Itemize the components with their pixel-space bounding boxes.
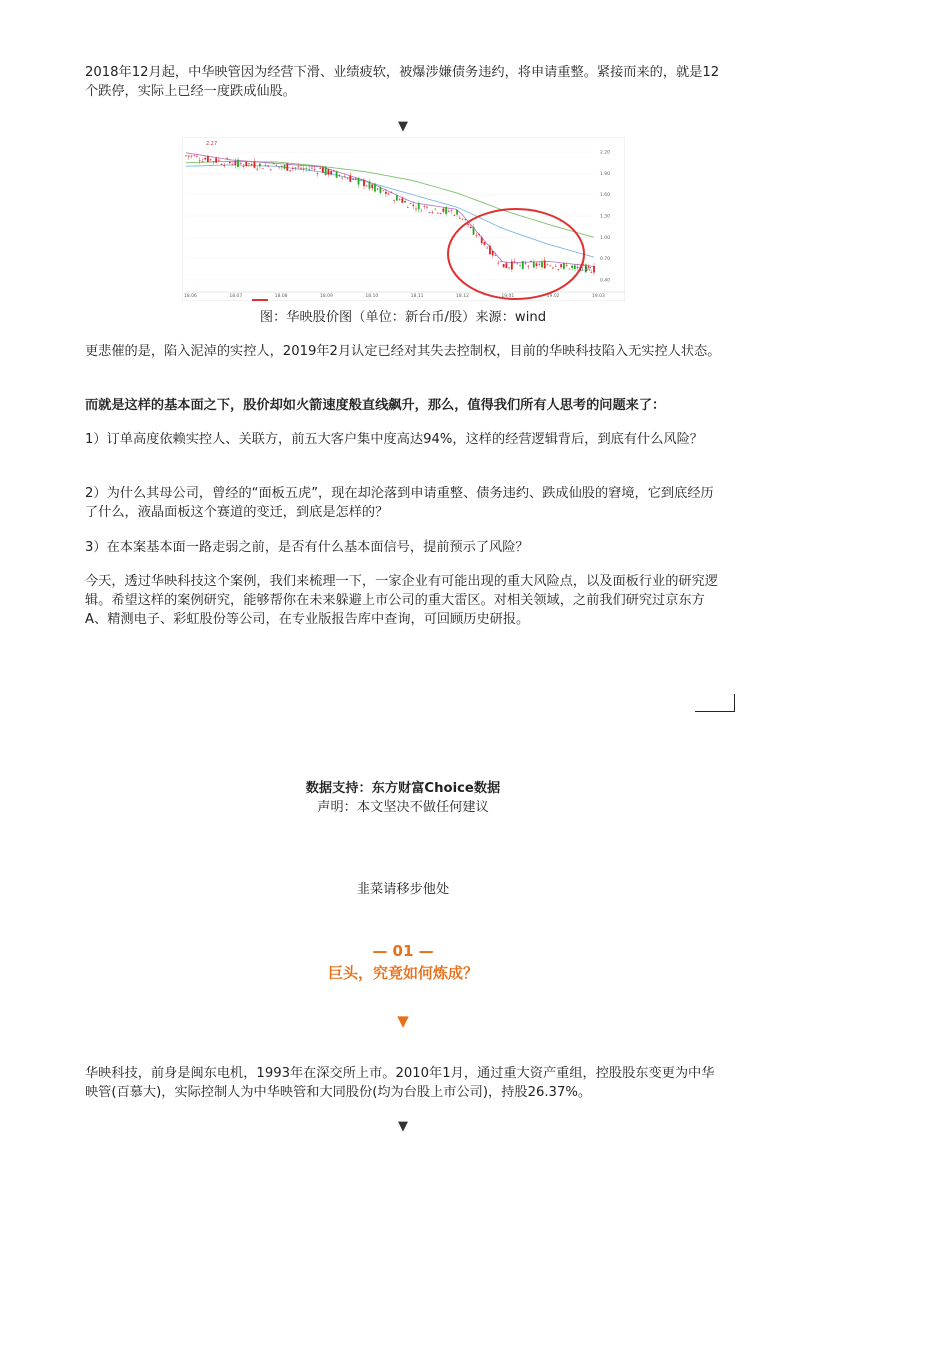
x-tick-label: 18.11 — [410, 294, 424, 299]
down-arrow-icon: ▼ — [398, 119, 408, 134]
candle-body — [385, 192, 387, 194]
candle-body — [188, 156, 190, 157]
candle-body — [429, 212, 431, 213]
x-tick-label: 18.12 — [456, 294, 469, 299]
x-tick-label: 18.09 — [320, 294, 333, 299]
summary-paragraph: 今天，透过华映科技这个案例，我们来梳理一下，一家企业有可能出现的重大风险点，以及面板行业的研究逻辑。希望这样的案例研究，能够帮你在未来躲避上市公司的重大雷区。对相关领域，之前我们研究过京东方A、精测电子、彩虹股份等公司，在专业版报告库中查询，可回顾历史研报。 — [85, 574, 718, 627]
candle-body — [308, 169, 310, 170]
corner-bracket-decoration — [695, 694, 735, 712]
candle-body — [500, 262, 502, 263]
candle-body — [207, 156, 209, 162]
candle-body — [306, 168, 308, 169]
candle-body — [265, 165, 267, 166]
candle-body — [390, 192, 392, 193]
candle-body — [215, 158, 217, 162]
x-tick-label: 18.06 — [184, 294, 197, 299]
candle-body — [341, 178, 343, 179]
candle-body — [349, 176, 351, 182]
candle-body — [366, 186, 368, 187]
candle-body — [380, 187, 382, 193]
candle-body — [281, 166, 283, 167]
candle-body — [525, 264, 527, 265]
peak-annotation: 2.27 — [206, 141, 218, 147]
low-annotation: 0.37 — [580, 267, 592, 273]
candle-body — [434, 209, 436, 210]
stock-price-chart — [182, 137, 625, 301]
candle-body — [262, 168, 264, 169]
candle-body — [475, 236, 477, 237]
candle-body — [360, 180, 362, 181]
y-tick-label: 0.70 — [600, 257, 611, 263]
leek-note: 韭菜请移步他处 — [356, 882, 450, 897]
candle-body — [519, 265, 521, 266]
section-title: 巨头，究竟如何炼成？ — [327, 964, 478, 982]
candle-body — [327, 169, 329, 174]
candle-body — [243, 166, 245, 167]
candle-body — [377, 188, 379, 189]
candle-body — [448, 211, 450, 212]
candle-body — [218, 160, 220, 161]
candle-body — [503, 264, 505, 268]
candle-body — [254, 161, 256, 167]
data-support-line: 数据支持：东方财富Choice数据 — [305, 781, 501, 796]
candle-body — [344, 177, 346, 178]
candle-body — [382, 191, 384, 192]
x-tick-label: 19.03 — [592, 294, 605, 299]
company-history-paragraph: 华映科技，前身是闽东电机，1993年在深交所上市。2010年1月，通过重大资产重组，控股股东变更为中华映管(百慕大)，实际控制人为中华映管和大同股份(均为台股上市公司)，持股26.37%。 — [85, 1066, 715, 1100]
candle-body — [445, 207, 447, 214]
candle-body — [481, 238, 483, 244]
candle-body — [204, 158, 206, 159]
candle-body — [295, 168, 297, 169]
y-tick-label: 1.00 — [600, 235, 611, 241]
candle-body — [191, 156, 193, 157]
candle-body — [563, 263, 565, 269]
candle-body — [495, 255, 497, 256]
candle-body — [533, 262, 535, 268]
candle-body — [297, 167, 299, 168]
candle-body — [199, 161, 201, 162]
candle-body — [404, 201, 406, 202]
candle-body — [289, 170, 291, 171]
candle-body — [577, 267, 579, 268]
candle-body — [300, 168, 302, 169]
orange-down-arrow-icon: ▼ — [397, 1012, 409, 1030]
question-3: 3）在本案基本面一路走弱之前，是否有什么基本面信号，提前预示了风险？ — [85, 540, 529, 555]
candle-body — [374, 184, 376, 192]
y-tick-label: 1.60 — [600, 193, 611, 199]
x-tick-label: 18.08 — [274, 294, 288, 299]
candle-body — [486, 248, 488, 249]
intro-paragraph: 2018年12月起，中华映管因为经营下滑、业绩疲软，被爆涉嫌债务违约，将申请重整。紧接而来的，就是12个跌停，实际上已经一度跌成仙股。 — [85, 65, 720, 99]
candle-body — [478, 234, 480, 235]
candle-body — [508, 268, 510, 269]
candle-body — [407, 207, 409, 208]
candle-body — [336, 171, 338, 178]
candle-body — [538, 264, 540, 265]
y-tick-label: 2.20 — [600, 150, 611, 156]
candle-body — [193, 156, 195, 157]
candle-body — [549, 266, 551, 267]
candle-body — [547, 265, 549, 266]
candle-body — [303, 168, 305, 169]
candle-body — [358, 178, 360, 185]
candle-body — [352, 179, 354, 180]
candle-body — [566, 265, 568, 266]
candle-body — [593, 266, 595, 272]
candle-body — [322, 168, 324, 173]
candle-body — [234, 161, 236, 165]
candle-body — [185, 156, 187, 157]
candle-body — [267, 166, 269, 167]
candle-body — [421, 211, 423, 212]
candle-body — [453, 215, 455, 216]
candle-body — [459, 218, 461, 219]
candle-body — [568, 269, 570, 270]
candle-body — [317, 173, 319, 174]
candle-body — [571, 266, 573, 268]
candle-body — [325, 167, 327, 175]
candle-body — [536, 263, 538, 266]
candle-body — [196, 156, 198, 157]
x-tick-label: 19.02 — [546, 294, 560, 299]
disclaimer-line: 声明：本文坚决不做任何建议 — [317, 800, 489, 815]
candle-body — [286, 164, 288, 171]
question-intro: 而就是这样的基本面之下，股价却如火箭速度般直线飙升，那么，值得我们所有人思考的问题来了： — [85, 398, 666, 413]
candle-body — [355, 178, 357, 179]
candle-body — [473, 227, 475, 235]
candle-body — [492, 251, 494, 255]
candle-body — [401, 198, 403, 202]
x-tick-label: 18.07 — [229, 294, 243, 299]
candle-body — [552, 268, 554, 269]
candle-body — [484, 242, 486, 245]
candle-body — [311, 168, 313, 169]
candle-body — [467, 224, 469, 225]
down-arrow-icon-2: ▼ — [398, 1119, 408, 1134]
candle-body — [232, 165, 234, 166]
candle-body — [514, 262, 516, 263]
candle-body — [464, 219, 466, 220]
candle-body — [555, 266, 557, 267]
candle-body — [505, 263, 507, 268]
candle-body — [393, 200, 395, 201]
candle-body — [338, 175, 340, 176]
candle-body — [462, 219, 464, 220]
chart-caption: 图：华映股价图（单位：新台币/股）来源：wind — [259, 310, 547, 325]
candle-body — [399, 200, 401, 201]
candle-body — [412, 205, 414, 206]
candle-body — [437, 213, 439, 214]
candle-body — [415, 209, 417, 210]
candle-body — [418, 203, 420, 209]
y-tick-label: 0.40 — [600, 278, 611, 284]
candle-body — [237, 160, 239, 167]
candle-body — [522, 261, 524, 269]
candle-body — [558, 269, 560, 270]
candle-body — [423, 206, 425, 207]
candle-body — [212, 161, 214, 162]
candle-body — [544, 261, 546, 269]
candle-body — [330, 171, 332, 174]
candle-body — [202, 161, 204, 162]
candle-body — [442, 209, 444, 212]
candle-body — [226, 158, 228, 159]
candle-body — [248, 163, 250, 164]
candle-body — [456, 210, 458, 215]
question-2: 2）为什么其母公司，曾经的“面板五虎”，现在却沦落到申请重整、债务违约、跌成仙股的窘境，它到底经历了什么，液晶面板这个赛道的变迁，到底是怎样的？ — [85, 486, 714, 520]
candle-body — [240, 163, 242, 164]
candle-body — [333, 171, 335, 172]
candle-body — [451, 210, 453, 211]
control-paragraph: 更悲催的是，陷入泥淖的实控人，2019年2月认定已经对其失去控制权，目前的华映科技陷入无实控人状态。 — [85, 344, 721, 359]
candle-body — [245, 162, 247, 166]
candle-body — [229, 162, 231, 163]
candle-body — [275, 165, 277, 166]
candle-body — [278, 167, 280, 168]
candle-body — [511, 261, 513, 269]
candle-body — [574, 265, 576, 269]
candle-body — [497, 263, 499, 264]
y-tick-label: 1.90 — [600, 171, 611, 177]
candle-body — [256, 169, 258, 170]
candle-body — [432, 212, 434, 213]
section-number: — 01 — — [372, 942, 434, 960]
candle-body — [489, 246, 491, 254]
candle-body — [292, 168, 294, 169]
candle-body — [560, 264, 562, 267]
candle-body — [221, 164, 223, 165]
candle-body — [410, 203, 412, 204]
y-tick-label: 1.30 — [600, 214, 611, 220]
candle-body — [210, 159, 212, 160]
candle-body — [223, 166, 225, 167]
candle-body — [440, 213, 442, 214]
candle-body — [319, 168, 321, 169]
candle-body — [270, 170, 272, 171]
candle-body — [426, 207, 428, 208]
candle-body — [541, 262, 543, 268]
x-tick-label: 18.10 — [365, 294, 379, 299]
candle-body — [369, 181, 371, 188]
candle-body — [530, 261, 532, 262]
candle-body — [470, 227, 472, 228]
candle-body — [314, 169, 316, 170]
candle-body — [527, 266, 529, 267]
candle-body — [371, 184, 373, 188]
candle-body — [363, 180, 365, 186]
candle-body — [259, 164, 261, 167]
candle-body — [396, 195, 398, 200]
question-1: 1）订单高度依赖实控人、关联方，前五大客户集中度高达94%，这样的经营逻辑背后，到底有什么风险？ — [85, 432, 703, 447]
candle-body — [347, 179, 349, 180]
candle-body — [251, 164, 253, 165]
candle-body — [273, 164, 275, 165]
x-tick-label: 19.01 — [501, 294, 515, 299]
candle-body — [388, 194, 390, 195]
candle-body — [516, 264, 518, 265]
candle-body — [284, 165, 286, 169]
